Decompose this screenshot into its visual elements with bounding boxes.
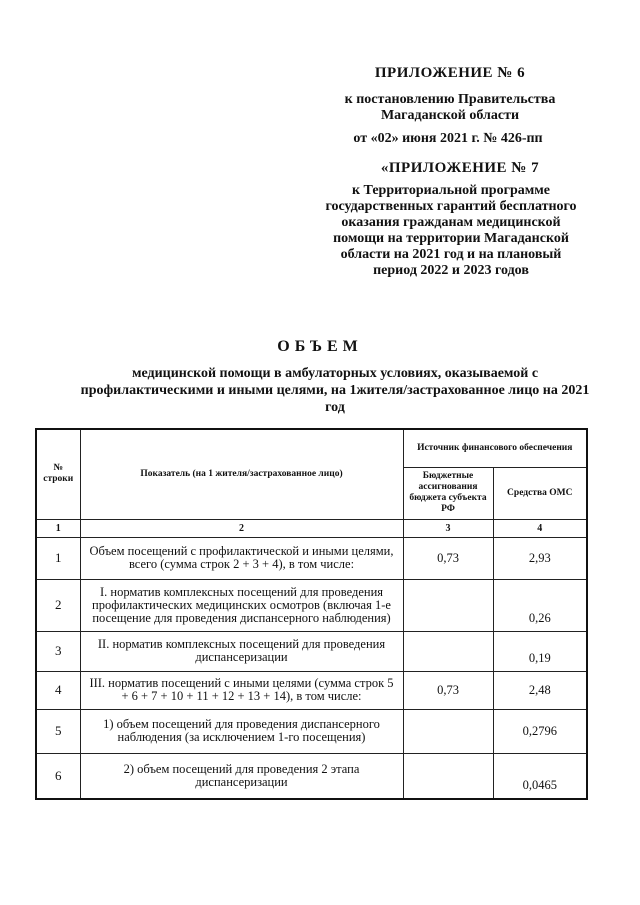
row-oms-value: 2,93 bbox=[493, 537, 587, 579]
row-budget-value: 0,73 bbox=[403, 671, 493, 709]
appendix6-date: от «02» июня 2021 г. № 426-пп bbox=[353, 131, 543, 146]
table-row bbox=[36, 753, 587, 799]
row-number: 1 bbox=[36, 537, 80, 579]
column-number-row bbox=[36, 519, 587, 537]
row-oms-value: 0,0465 bbox=[493, 753, 587, 799]
appendix6-title: ПРИЛОЖЕНИЕ № 6 bbox=[374, 65, 526, 81]
row-budget-value: 0,73 bbox=[403, 537, 493, 579]
row-number: 5 bbox=[36, 709, 80, 753]
header-oms: Средства ОМС bbox=[493, 467, 587, 519]
table-row bbox=[36, 537, 587, 579]
row-oms-value: 0,26 bbox=[493, 579, 587, 631]
column-number: 3 bbox=[403, 519, 493, 537]
header-budget: Бюджетные ассигнования бюджета субъекта РФ bbox=[403, 467, 493, 519]
table-row bbox=[36, 579, 587, 631]
column-number: 4 bbox=[493, 519, 587, 537]
header-funding-source: Источник финансового обеспечения bbox=[403, 429, 587, 467]
row-number: 3 bbox=[36, 631, 80, 671]
row-oms-value: 0,2796 bbox=[493, 709, 587, 753]
document-subtitle: медицинской помощи в амбулаторных условиях, оказываемой с профилактическими и иными целями, на 1жителя/застрахованное лицо на 2021 год bbox=[80, 366, 590, 415]
table-row bbox=[36, 709, 587, 753]
header-row-no: № строки bbox=[36, 429, 80, 519]
row-budget-value bbox=[403, 631, 493, 671]
table-row bbox=[36, 631, 587, 671]
header-indicator: Показатель (на 1 жителя/застрахованное лицо) bbox=[80, 429, 403, 519]
row-budget-value bbox=[403, 753, 493, 799]
row-indicator: 2) объем посещений для проведения 2 этапа диспансеризации bbox=[80, 753, 403, 799]
appendix7-title: «ПРИЛОЖЕНИЕ № 7 bbox=[380, 160, 540, 176]
row-indicator: I. норматив комплексных посещений для проведения профилактических медицинских осмотров (включая 1-е посещение для проведения диспансерного наблюдения) bbox=[80, 579, 403, 631]
column-number: 1 bbox=[36, 519, 80, 537]
row-indicator: Объем посещений с профилактической и иными целями, всего (сумма строк 2 + 3 + 4), в том числе: bbox=[80, 537, 403, 579]
row-number: 4 bbox=[36, 671, 80, 709]
row-budget-value bbox=[403, 579, 493, 631]
table-header-row bbox=[36, 429, 587, 467]
appendix6-subtitle: к постановлению Правительства Магаданской области bbox=[344, 92, 556, 123]
document-title: ОБЪЕМ bbox=[277, 338, 363, 355]
row-indicator: II. норматив комплексных посещений для проведения диспансеризации bbox=[80, 631, 403, 671]
table-row bbox=[36, 671, 587, 709]
appendix7-subtitle: к Территориальной программе государственных гарантий бесплатного оказания гражданам медицинской помощи на территории Магаданской области на 2021 год и на плановый период 2022 и 2023 годов bbox=[325, 183, 577, 278]
row-budget-value bbox=[403, 709, 493, 753]
row-number: 6 bbox=[36, 753, 80, 799]
row-oms-value: 0,19 bbox=[493, 631, 587, 671]
volume-table bbox=[35, 428, 588, 800]
row-indicator: III. норматив посещений с иными целями (сумма строк 5 + 6 + 7 + 10 + 11 + 12 + 13 + 14), в том числе: bbox=[80, 671, 403, 709]
row-oms-value: 2,48 bbox=[493, 671, 587, 709]
column-number: 2 bbox=[80, 519, 403, 537]
row-number: 2 bbox=[36, 579, 80, 631]
row-indicator: 1) объем посещений для проведения диспансерного наблюдения (за исключением 1-го посещения) bbox=[80, 709, 403, 753]
